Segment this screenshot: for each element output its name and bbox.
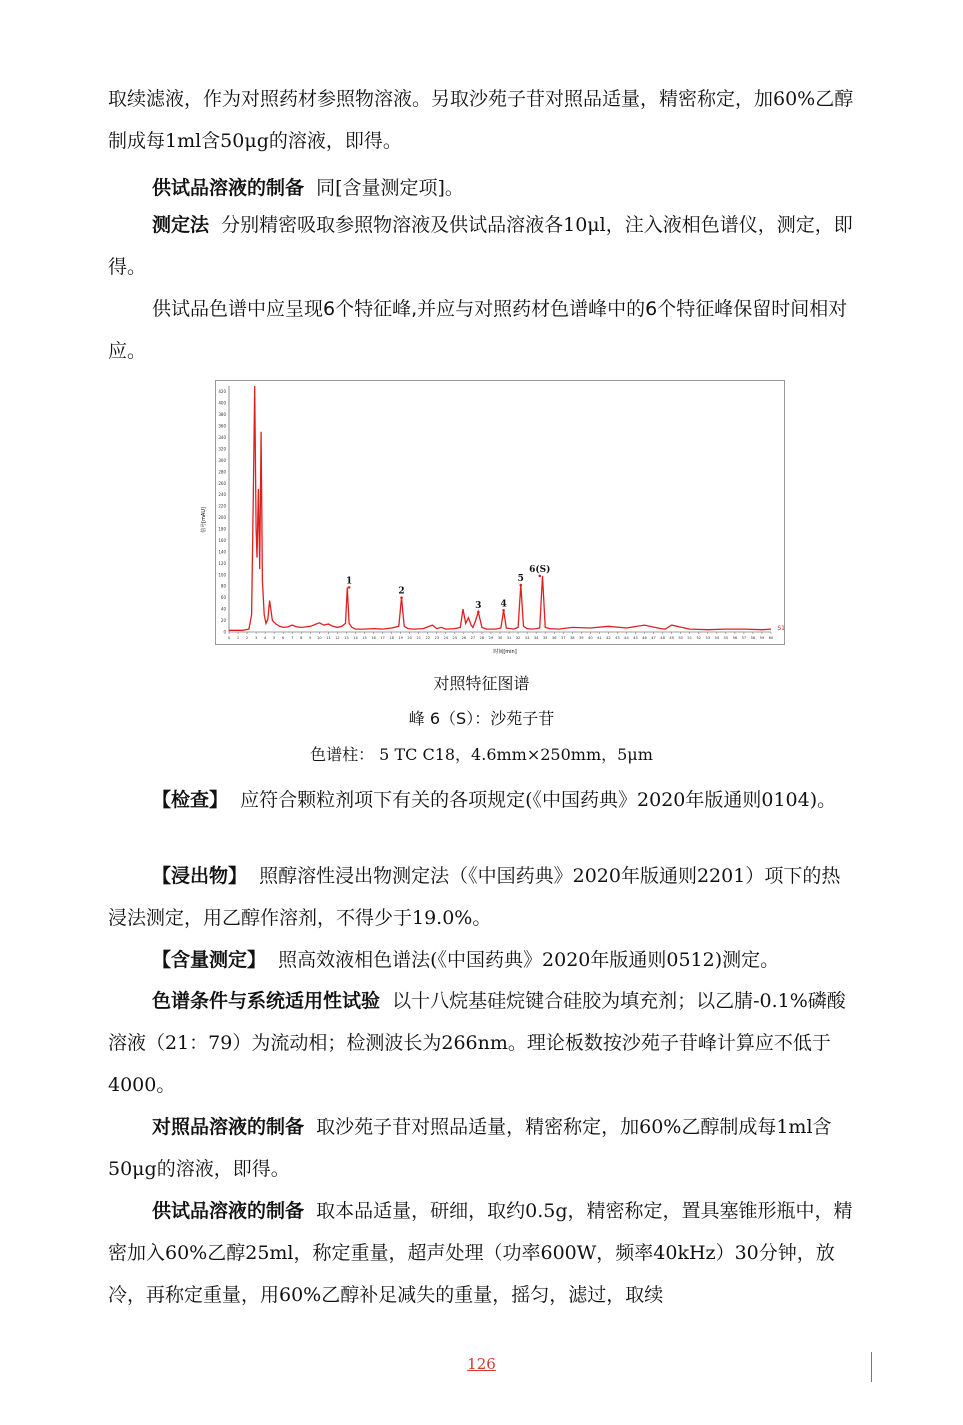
x-tick-label: 19 — [398, 636, 403, 640]
paragraph-text: 同[含量测定项]。 — [316, 177, 464, 199]
x-tick-label: 4 — [263, 636, 267, 640]
paragraph-7 — [108, 939, 858, 981]
x-tick-label: 24 — [443, 636, 449, 640]
x-tick-label: 32 — [515, 636, 521, 640]
y-tick-label: 300 — [218, 457, 226, 463]
y-tick-label: 220 — [218, 503, 226, 509]
x-tick-label: 45 — [633, 636, 638, 640]
x-tick-label: 57 — [741, 636, 747, 640]
paragraph-8 — [108, 980, 858, 1106]
x-tick-label: 18 — [389, 636, 394, 640]
y-tick-label: 140 — [218, 549, 226, 555]
x-tick-label: 38 — [569, 636, 575, 640]
y-axis-label: 信号[mAU] — [201, 507, 207, 533]
y-tick-label: 100 — [218, 572, 226, 578]
x-tick-label: 17 — [380, 636, 385, 640]
column-note: 色谱柱： 5 TC C18，4.6mm×250mm，5μm — [310, 745, 653, 764]
peak-label: 4 — [500, 599, 507, 610]
x-tick-label: 14 — [353, 636, 358, 640]
x-tick-label: 46 — [642, 636, 647, 640]
x-tick-label: 60 — [768, 636, 774, 640]
x-tick-label: 29 — [488, 636, 494, 640]
peak-label: 2 — [398, 586, 405, 597]
paragraph-5 — [108, 779, 858, 821]
x-tick-label: 33 — [524, 636, 530, 640]
x-tick-label: 41 — [597, 636, 602, 640]
paragraph-4 — [108, 288, 858, 372]
paragraph-6 — [108, 855, 858, 939]
x-tick-label: 2 — [245, 636, 249, 640]
x-tick-label: 23 — [434, 636, 440, 640]
x-tick-label: 48 — [660, 636, 665, 640]
x-tick-label: 5 — [273, 636, 276, 640]
y-tick-label: 180 — [218, 526, 226, 532]
x-axis-label: 时间[min] — [493, 649, 517, 655]
x-tick-label: 20 — [407, 636, 412, 640]
x-tick-label: 49 — [669, 636, 674, 640]
x-tick-label: 21 — [416, 636, 421, 640]
paragraph-text: 取续滤液，作为对照药材参照物溶液。另取沙苑子苷对照品适量，精密称定，加60%乙醇制成每1ml含50μg的溶液，即得。 — [108, 88, 854, 152]
peak-note: 峰 6（S）：沙苑子苷 — [408, 709, 555, 728]
y-tick-label: 420 — [218, 389, 226, 395]
x-tick-label: 40 — [588, 636, 593, 640]
x-tick-label: 0 — [227, 636, 231, 640]
y-tick-label: 200 — [218, 515, 226, 521]
x-tick-label: 50 — [678, 636, 683, 640]
y-tick-label: 0 — [223, 629, 226, 635]
paragraph-3 — [108, 204, 858, 288]
peak-label: 5 — [517, 574, 524, 585]
section-heading: 供试品溶液的制备 — [152, 1200, 305, 1222]
y-tick-label: 160 — [218, 537, 226, 543]
x-tick-label: 25 — [452, 636, 458, 640]
paragraph-text: 应符合颗粒剂项下有关的各项规定(《中国药典》2020年版通则0104)。 — [240, 789, 837, 811]
x-tick-label: 12 — [335, 636, 340, 640]
section-heading: 【浸出物】 — [152, 865, 248, 887]
peak-marker — [502, 609, 505, 612]
chromatogram-figure — [201, 380, 785, 655]
paragraph-1 — [108, 78, 858, 162]
x-tick-label: 43 — [615, 636, 620, 640]
section-heading: 【检查】 — [152, 789, 229, 811]
peak-label: 1 — [346, 576, 353, 587]
y-tick-label: 320 — [218, 446, 226, 452]
x-tick-label: 6 — [282, 636, 285, 640]
x-tick-label: 47 — [651, 636, 656, 640]
x-tick-label: 51 — [687, 636, 692, 640]
y-tick-label: 20 — [220, 618, 226, 624]
x-tick-label: 36 — [551, 636, 557, 640]
x-tick-label: 39 — [579, 636, 584, 640]
x-tick-label: 52 — [696, 636, 702, 640]
section-heading: 【含量测定】 — [152, 949, 267, 971]
paragraph-2 — [108, 167, 858, 209]
chromatogram-chart — [201, 380, 785, 655]
x-tick-label: 58 — [750, 636, 756, 640]
margin-rule — [871, 1352, 872, 1382]
x-tick-label: 42 — [606, 636, 611, 640]
peak-marker — [519, 584, 522, 587]
peak-label: 3 — [475, 600, 482, 611]
x-tick-label: 56 — [732, 636, 738, 640]
page-number: 126 — [467, 1355, 496, 1373]
y-tick-label: 40 — [220, 606, 226, 612]
series-label: S1 — [777, 625, 785, 632]
peak-marker — [477, 611, 480, 614]
y-tick-label: 280 — [218, 469, 226, 475]
x-tick-label: 30 — [497, 636, 503, 640]
paragraph-text: 供试品色谱中应呈现6个特征峰,并应与对照药材色谱峰中的6个特征峰保留时间相对应。 — [108, 298, 848, 362]
x-tick-label: 44 — [624, 636, 629, 640]
x-tick-label: 15 — [362, 636, 367, 640]
paragraph-text: 照醇溶性浸出物测定法（《中国药典》2020年版通则2201）项下的热浸法测定，用乙醇作溶剂，不得少于19.0%。 — [108, 865, 841, 929]
y-tick-label: 60 — [220, 595, 226, 601]
x-tick-label: 27 — [470, 636, 476, 640]
paragraph-9 — [108, 1106, 858, 1190]
paragraph-text: 取沙苑子苷对照品适量，精密称定，加60%乙醇制成每1ml含50μg的溶液，即得。 — [108, 1116, 832, 1180]
x-tick-label: 26 — [461, 636, 467, 640]
y-tick-label: 360 — [218, 423, 226, 429]
x-tick-label: 34 — [533, 636, 539, 640]
y-tick-label: 120 — [218, 560, 226, 566]
x-tick-label: 35 — [542, 636, 548, 640]
peak-label: 6(S) — [529, 564, 551, 575]
y-tick-label: 340 — [218, 434, 226, 440]
x-tick-label: 28 — [479, 636, 485, 640]
x-tick-label: 13 — [344, 636, 349, 640]
x-tick-label: 11 — [326, 636, 331, 640]
paragraph-text: 分别精密吸取参照物溶液及供试品溶液各10μl，注入液相色谱仪，测定，即得。 — [108, 214, 853, 278]
figure-title: 对照特征图谱 — [433, 674, 530, 693]
section-heading: 测定法 — [152, 214, 210, 236]
x-tick-label: 1 — [236, 636, 240, 640]
y-tick-label: 260 — [218, 480, 226, 486]
x-tick-label: 3 — [254, 636, 258, 640]
x-tick-label: 31 — [506, 636, 512, 640]
y-tick-label: 240 — [218, 492, 226, 498]
y-tick-label: 80 — [220, 583, 226, 589]
peak-marker — [348, 586, 351, 589]
peak-marker — [538, 575, 541, 578]
y-tick-label: 380 — [218, 412, 226, 418]
section-heading: 对照品溶液的制备 — [152, 1116, 305, 1138]
x-tick-label: 54 — [714, 636, 720, 640]
section-heading: 色谱条件与系统适用性试验 — [152, 990, 381, 1012]
x-tick-label: 7 — [291, 636, 294, 640]
x-tick-label: 16 — [371, 636, 376, 640]
x-tick-label: 9 — [309, 636, 312, 640]
x-tick-label: 53 — [705, 636, 711, 640]
paragraph-text: 照高效液相色谱法(《中国药典》2020年版通则0512)测定。 — [278, 949, 780, 971]
section-heading: 供试品溶液的制备 — [152, 177, 305, 199]
x-tick-label: 59 — [759, 636, 765, 640]
x-tick-label: 37 — [560, 636, 566, 640]
peak-marker — [400, 596, 403, 599]
paragraph-text: 取本品适量，研细，取约0.5g，精密称定，置具塞锥形瓶中，精密加入60%乙醇25ml，称定重量，超声处理（功率600W，频率40kHz）30分钟，放冷，再称定重量，用60%乙醇补足减失的重量，摇匀，滤过，取续 — [108, 1200, 853, 1306]
x-tick-label: 10 — [317, 636, 322, 640]
paragraph-text: 以十八烷基硅烷键合硅胶为填充剂；以乙腈-0.1%磷酸溶液（21：79）为流动相；检测波长为266nm。理论板数按沙苑子苷峰计算应不低于4000。 — [108, 990, 846, 1096]
x-tick-label: 8 — [300, 636, 303, 640]
x-tick-label: 22 — [425, 636, 431, 640]
y-tick-label: 400 — [218, 400, 226, 406]
paragraph-10 — [108, 1190, 858, 1316]
x-tick-label: 55 — [723, 636, 729, 640]
